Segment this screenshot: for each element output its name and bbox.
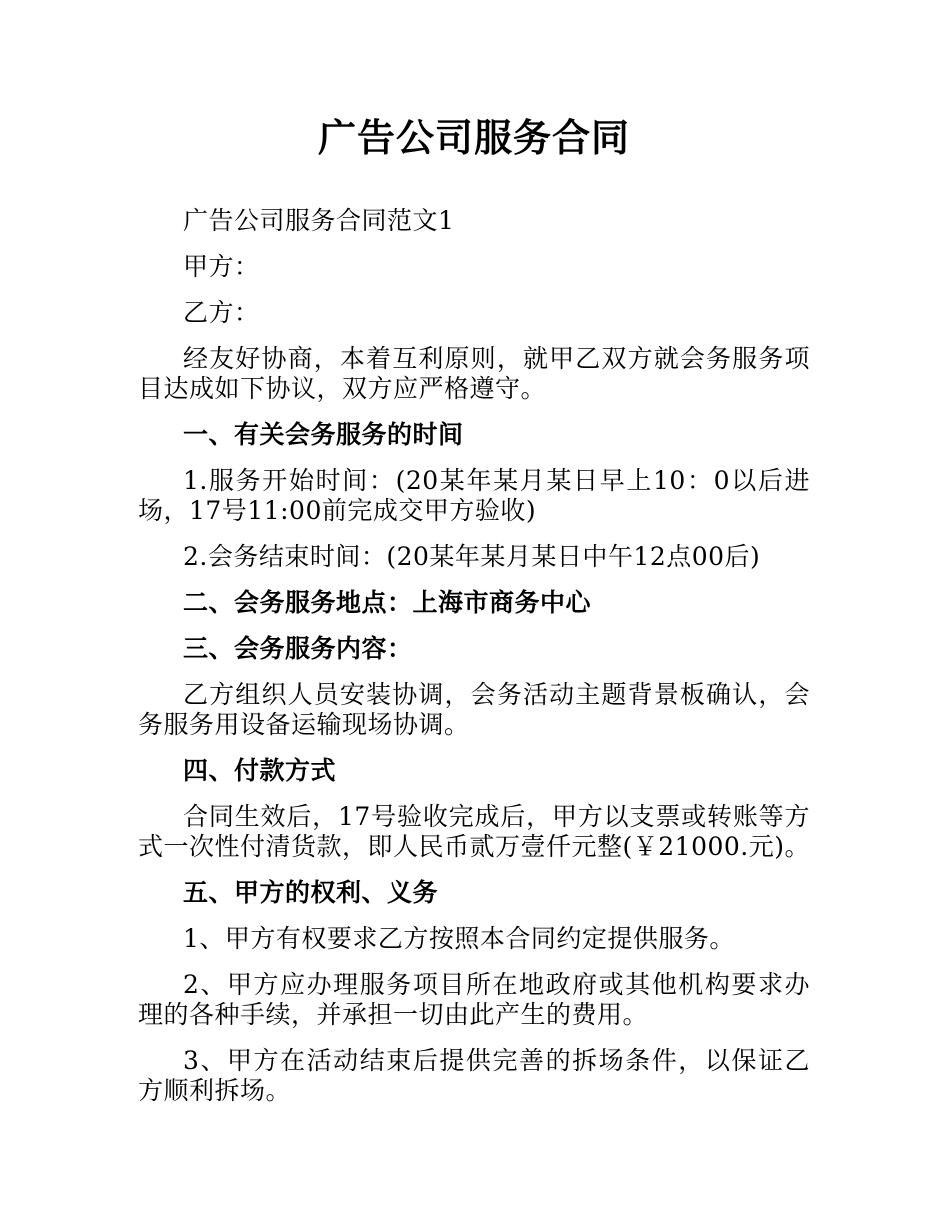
- paragraph-payment-terms: 合同生效后，17号验收完成后，甲方以支票或转账等方式一次性付清货款，即人民币贰万壹仟元整(￥21000.元)。: [138, 802, 810, 861]
- paragraph-party-a-right-2: 2、甲方应办理服务项目所在地政府或其他机构要求办理的各种手续，并承担一切由此产生的费用。: [138, 970, 810, 1029]
- section-heading-1: 一、有关会务服务的时间: [183, 420, 464, 449]
- paragraph-party-a-right-3: 3、甲方在活动结束后提供完善的拆场条件，以保证乙方顺利拆场。: [138, 1046, 810, 1105]
- paragraph-service-content: 乙方组织人员安装协调，会务活动主题背景板确认，会务服务用设备运输现场协调。: [138, 680, 810, 739]
- section-heading-4: 四、付款方式: [183, 756, 337, 785]
- section-heading-3: 三、会务服务内容：: [183, 634, 413, 663]
- document-title: 广告公司服务合同: [317, 116, 630, 160]
- paragraph-subtitle: 广告公司服务合同范文1: [183, 206, 455, 235]
- section-heading-2: 二、会务服务地点：上海市商务中心: [183, 588, 592, 617]
- section-heading-5: 五、甲方的权利、义务: [183, 878, 439, 907]
- paragraph-party-b: 乙方：: [183, 298, 260, 327]
- paragraph-party-a-right-1: 1、甲方有权要求乙方按照本合同约定提供服务。: [183, 924, 735, 953]
- paragraph-party-a: 甲方：: [183, 252, 260, 281]
- paragraph-service-start-time: 1.服务开始时间：(20某年某月某日早上10：0以后进场，17号11:00前完成交甲方验收): [138, 466, 810, 525]
- paragraph-preamble: 经友好协商，本着互利原则，就甲乙双方就会务服务项目达成如下协议，双方应严格遵守。: [138, 344, 810, 403]
- paragraph-service-end-time: 2.会务结束时间：(20某年某月某日中午12点00后): [183, 542, 761, 571]
